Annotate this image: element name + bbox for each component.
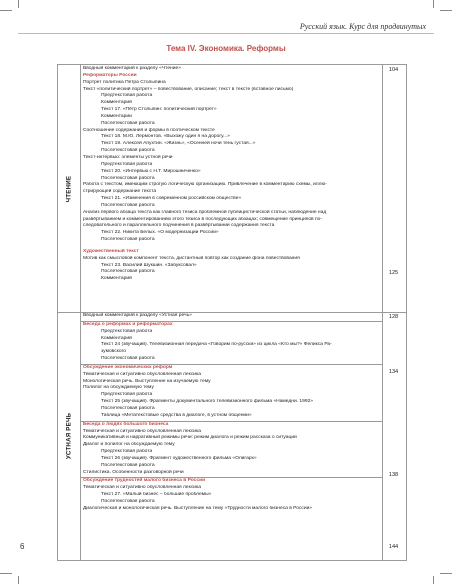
- contents-line: Текст 23. Василий Шукшин. «Забуксовал»: [101, 262, 197, 268]
- crop-mark: [440, 10, 452, 11]
- contents-line: Соотношение содержания и формы в поэтическом тексте: [83, 127, 215, 133]
- contents-line: зумовского: [101, 349, 126, 355]
- running-header: Русский язык. Курс для продвинутых: [299, 22, 426, 31]
- contents-line: Текст 25 (звучащий). Фрагменты документального телевизионного фильма «Намедни. 1992»: [101, 399, 314, 405]
- page-ref: 138: [388, 472, 399, 478]
- contents-line: развёртыванием и комментированием этого тезиса в последующих абзацах; совмещение принципов по-: [83, 216, 323, 222]
- contents-line: Предтекстовая работа: [101, 161, 153, 167]
- contents-line: Текст-интервью: элементы устной речи: [83, 154, 173, 160]
- contents-line: Послетекстовая работа: [101, 405, 155, 411]
- contents-line: Предтекстовая работа: [101, 449, 153, 455]
- contents-line: Комментарий: [101, 335, 132, 341]
- contents-line: Мотив как смысловой компонент текста, дистантный повтор как создание фона повествования: [83, 255, 300, 261]
- page-number: 6: [20, 542, 25, 551]
- topic-heading: Реформаторы России: [83, 72, 137, 78]
- contents-line: Послетекстовая работа: [101, 237, 155, 243]
- page-ref: 125: [388, 270, 399, 276]
- contents-line: Анализ первого абзаца текста как главного тезиса проблемной публицистической статьи, наблюдение над: [83, 209, 327, 215]
- contents-line: Послетекстовая работа: [101, 175, 155, 181]
- contents-line: Диалог и полилог на обсуждаемую тему: [83, 442, 175, 448]
- crop-mark: [0, 573, 12, 574]
- crop-mark: [433, 0, 434, 8]
- section-label: ЧТЕНИЕ: [65, 175, 73, 202]
- contents-line: Послетекстовая работа: [101, 120, 155, 126]
- contents-line: Текст 26 (звучащий). Фрагмент художественного фильма «Олигарх»: [101, 455, 257, 461]
- crop-mark: [18, 576, 19, 584]
- contents-line: Послетекстовая работа: [101, 269, 155, 275]
- contents-line: Предтекстовая работа: [101, 93, 153, 99]
- contents-line: Комментарии: [101, 113, 132, 119]
- header-rule: [18, 33, 434, 34]
- crop-mark: [0, 10, 12, 11]
- contents-line: Тематическая и ситуативно обусловленная лексика: [83, 371, 201, 377]
- topic-heading: Обсуждение трудностей малого бизнеса в России: [80, 477, 382, 485]
- contents-line: Послетекстовая работа: [101, 148, 155, 154]
- contents-line: Предтекстовая работа: [101, 392, 153, 398]
- contents-line: Тематическая и ситуативно обусловленная лексика: [83, 485, 201, 491]
- contents-line: Послетекстовая работа: [101, 462, 155, 468]
- contents-line: Коммуникативный и нарративный режимы речи: режим диалога и режим рассказа о ситуации: [83, 435, 297, 441]
- section-speaking: [58, 312, 406, 560]
- crop-mark: [18, 0, 19, 8]
- contents-line: Послетекстовая работа: [101, 498, 155, 504]
- page-ref: 134: [388, 369, 399, 375]
- contents-line: Текст 19. Алексей Апухтин. «Жизнь», «Осенней ночи тень густая...»: [101, 141, 256, 147]
- topic-heading: Художественный текст: [83, 248, 139, 254]
- section-label-cell: [58, 312, 81, 560]
- topic-heading: Беседа о людях большого бизнеса: [80, 421, 382, 429]
- page-title: Тема IV. Экономика. Реформы: [166, 44, 286, 53]
- contents-line: Тематическая и ситуативно обусловленная лексика: [83, 428, 201, 434]
- contents-line: Стилистика. Особенности разговорной речи: [83, 469, 184, 475]
- contents-line: Текст 24 (звучащий). Телевизионная передача «Говорим по-русски» из цикла «Кто мы?» Феликса Ра-: [101, 342, 332, 348]
- contents-line: Послетекстовая работа: [101, 356, 155, 362]
- contents-line: Диалогическая и монологическая речь. Выступление на тему «Трудности малого бизнеса в России»: [83, 505, 313, 511]
- contents-line: Текст 27. «Малый бизнес – большие проблемы»: [101, 492, 212, 498]
- page-ref-column: [381, 312, 406, 560]
- page-ref-column: [381, 65, 406, 312]
- section-label-cell: [58, 65, 81, 312]
- contents-line: стрирующей содержание текста: [83, 189, 157, 195]
- contents-line: Комментарий: [101, 100, 132, 106]
- contents-line: Предтекстовая работа: [101, 328, 153, 334]
- contents-table: [57, 64, 407, 561]
- contents-line: Текст 18. М.Ю. Лермонтов. «Выхожу один я на дорогу...»: [101, 134, 230, 140]
- topic-heading: Обсуждение экономических реформ: [80, 364, 382, 372]
- section-content: [80, 312, 383, 560]
- contents-line: Вводный комментарий к разделу «Чтение»: [83, 66, 181, 71]
- page-ref: 104: [388, 67, 399, 73]
- contents-line: Портрет политика Петра Столыпина: [83, 79, 166, 85]
- page-ref: 144: [388, 544, 399, 550]
- contents-line: Текст «политический портрет» – повествование, описание; текст в тексте (вставное письмо): [83, 86, 294, 92]
- contents-line: Комментарий: [101, 276, 132, 282]
- page-ref: 128: [388, 314, 399, 320]
- contents-line: следовательного и параллельного подчинения в развёртывании содержания текста: [83, 223, 275, 229]
- contents-line: Текст 17. «Пётр Столыпин: политический портрет»: [101, 107, 217, 113]
- contents-line: Монологическая речь. Выступление на изучаемую тему: [83, 378, 211, 384]
- contents-line: Текст 22. Никита Белых. «О модернизации России»: [101, 230, 219, 236]
- topic-heading: Беседа о реформах и реформаторах: [80, 321, 382, 329]
- contents-line: Полилог на обсуждаемую тему: [83, 385, 154, 391]
- section-label: УСТНАЯ РЕЧЬ: [65, 412, 73, 460]
- contents-line: Послетекстовая работа: [101, 202, 155, 208]
- section-reading: [58, 65, 406, 313]
- crop-mark: [433, 576, 434, 584]
- contents-line: Текст 20. «Интервью с Н.Т. Мирошниченко»: [101, 168, 201, 174]
- contents-line: Работа с текстом, имеющим строгую логическую организацию. Привлечение в комментарию схемы, иллю-: [83, 182, 327, 188]
- section-content: [80, 65, 383, 312]
- contents-line: Вводный комментарий к разделу «Устная речь»: [83, 313, 192, 318]
- crop-mark: [440, 573, 452, 574]
- contents-line: Таблица «Метатекстовые средства в диалоге, в устном общении»: [101, 412, 252, 418]
- contents-line: Текст 21. «Изменения в современном российском обществе»: [101, 196, 242, 202]
